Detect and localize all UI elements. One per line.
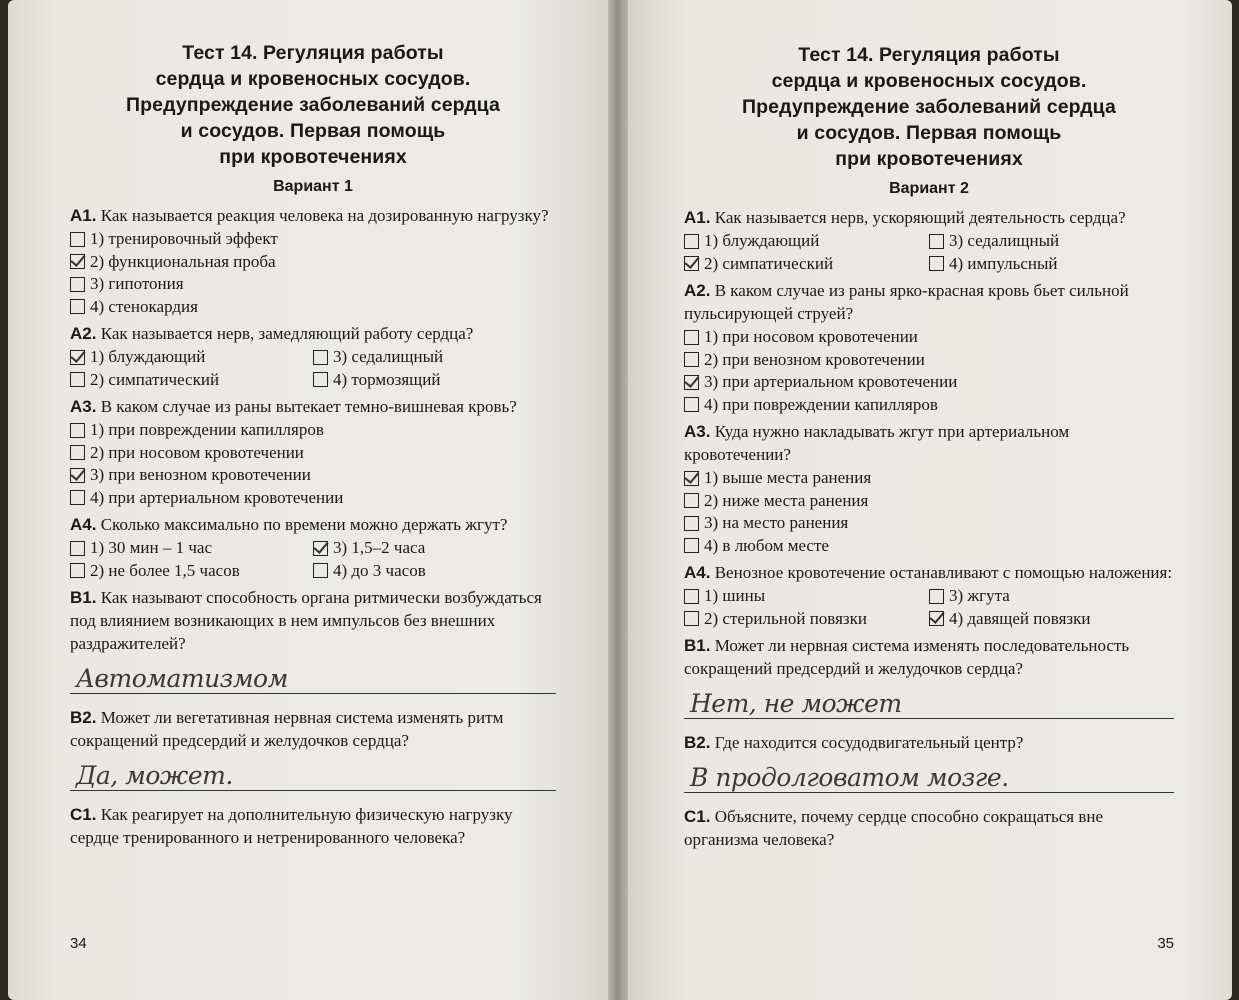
question-a4: А4. Сколько максимально по времени можно держать жгут?: [70, 515, 508, 534]
checkbox[interactable]: [684, 516, 699, 531]
test-title: Тест 14. Регуляция работы сердца и кровеносных сосудов. Предупреждение заболеваний сердца и сосудов. Первая помощь при кровотечениях: [742, 44, 1116, 170]
option[interactable]: 4) стенокардия: [70, 296, 556, 319]
options-a4: [70, 537, 556, 582]
question-b1: В1. Как называют способность органа ритмически возбуждаться под влиянием возникающих в нем импульсов без внешних раздражителей?: [70, 588, 542, 653]
checkbox[interactable]: [684, 589, 699, 604]
checkbox[interactable]: [313, 563, 328, 578]
variant-heading: Вариант 2: [889, 180, 969, 197]
option[interactable]: 2) при венозном кровотечении: [684, 349, 1174, 372]
checkbox[interactable]: [70, 445, 85, 460]
options-a4: [684, 585, 1174, 630]
handwritten-answer: Автоматизмом: [76, 664, 288, 693]
handwritten-answer: В продолговатом мозге.: [690, 763, 1009, 792]
page-number: 35: [1157, 935, 1174, 952]
checkbox[interactable]: [684, 397, 699, 412]
checkbox[interactable]: [313, 372, 328, 387]
checkbox-checked[interactable]: [684, 375, 699, 390]
option[interactable]: 4) в любом месте: [684, 535, 1174, 558]
answer-line-b2[interactable]: [70, 754, 556, 791]
option[interactable]: 3) при артериальном кровотечении: [684, 371, 1174, 394]
option[interactable]: 2) симпатический: [70, 369, 313, 392]
answer-line-b2[interactable]: [684, 756, 1174, 793]
checkbox[interactable]: [70, 299, 85, 314]
option[interactable]: 1) выше места ранения: [684, 467, 1174, 490]
checkbox-checked[interactable]: [70, 254, 85, 269]
question-b2: В2. Может ли вегетативная нервная система изменять ритм сокращений предсердий и желудочков сердца?: [70, 708, 504, 750]
checkbox[interactable]: [684, 352, 699, 367]
book-spine: [608, 0, 628, 1000]
test-title: Тест 14. Регуляция работы сердца и кровеносных сосудов. Предупреждение заболеваний сердца и сосудов. Первая помощь при кровотечениях: [126, 42, 500, 168]
question-a4: А4. Венозное кровотечение останавливают с помощью наложения:: [684, 563, 1173, 582]
option[interactable]: 1) блуждающий: [684, 230, 929, 253]
checkbox[interactable]: [929, 256, 944, 271]
option[interactable]: 4) импульсный: [929, 253, 1174, 276]
option[interactable]: 4) при артериальном кровотечении: [70, 487, 556, 510]
option[interactable]: 2) симпатический: [684, 253, 929, 276]
options-a2: [684, 326, 1174, 416]
checkbox[interactable]: [929, 589, 944, 604]
option[interactable]: 4) давящей повязки: [929, 608, 1174, 631]
option[interactable]: 3) седалищный: [313, 346, 556, 369]
option[interactable]: 1) при повреждении капилляров: [70, 419, 556, 442]
checkbox[interactable]: [70, 232, 85, 247]
handwritten-answer: Нет, не может: [690, 689, 902, 718]
checkbox-checked[interactable]: [70, 468, 85, 483]
checkbox-checked[interactable]: [929, 611, 944, 626]
question-a2: А2. В каком случае из раны ярко-красная кровь бьет сильной пульсирующей струей?: [684, 281, 1129, 323]
option[interactable]: 1) тренировочный эффект: [70, 228, 556, 251]
question-b2: В2. Где находится сосудодвигательный центр?: [684, 733, 1024, 752]
option[interactable]: 1) при носовом кровотечении: [684, 326, 1174, 349]
checkbox[interactable]: [684, 611, 699, 626]
question-a1: А1. Как называется нерв, ускоряющий деятельность сердца?: [684, 208, 1126, 227]
checkbox[interactable]: [70, 423, 85, 438]
option[interactable]: 3) 1,5–2 часа: [313, 537, 556, 560]
checkbox-checked[interactable]: [684, 256, 699, 271]
variant-heading: Вариант 1: [273, 178, 353, 195]
option[interactable]: 2) при носовом кровотечении: [70, 442, 556, 465]
option[interactable]: 2) ниже места ранения: [684, 490, 1174, 513]
checkbox[interactable]: [70, 277, 85, 292]
checkbox[interactable]: [70, 563, 85, 578]
right-page: [628, 0, 1232, 1000]
options-a3: [70, 419, 556, 509]
option[interactable]: 3) при венозном кровотечении: [70, 464, 556, 487]
option[interactable]: 1) блуждающий: [70, 346, 313, 369]
option[interactable]: 3) гипотония: [70, 273, 556, 296]
checkbox[interactable]: [70, 541, 85, 556]
checkbox[interactable]: [684, 234, 699, 249]
checkbox[interactable]: [313, 350, 328, 365]
answer-line-b1[interactable]: [684, 682, 1174, 719]
options-a2: [70, 346, 556, 391]
checkbox-checked[interactable]: [70, 350, 85, 365]
question-a1: А1. Как называется реакция человека на дозированную нагрузку?: [70, 206, 549, 225]
checkbox[interactable]: [929, 234, 944, 249]
options-a3: [684, 467, 1174, 557]
checkbox-checked[interactable]: [684, 471, 699, 486]
checkbox[interactable]: [684, 493, 699, 508]
question-a3: А3. Куда нужно накладывать жгут при артериальном кровотечении?: [684, 422, 1070, 464]
page-number: 34: [70, 935, 87, 952]
options-a1: [70, 228, 556, 318]
question-a3: А3. В каком случае из раны вытекает темно-вишневая кровь?: [70, 397, 517, 416]
option[interactable]: 3) седалищный: [929, 230, 1174, 253]
option[interactable]: 3) на место ранения: [684, 512, 1174, 535]
checkbox-checked[interactable]: [313, 541, 328, 556]
handwritten-answer: Да, может.: [76, 761, 233, 790]
answer-line-b1[interactable]: [70, 657, 556, 694]
question-c1: С1. Объясните, почему сердце способно сокращаться вне организма человека?: [684, 807, 1104, 849]
question-c1: С1. Как реагирует на дополнительную физическую нагрузку сердце тренированного и нетренированного человека?: [70, 805, 513, 847]
question-a2: А2. Как называется нерв, замедляющий работу сердца?: [70, 324, 474, 343]
checkbox[interactable]: [70, 372, 85, 387]
option[interactable]: 2) не более 1,5 часов: [70, 560, 313, 583]
question-b1: В1. Может ли нервная система изменять последовательность сокращений предсердий и желудочков сердца?: [684, 636, 1130, 678]
checkbox[interactable]: [684, 538, 699, 553]
option[interactable]: 2) стерильной повязки: [684, 608, 929, 631]
option[interactable]: 1) 30 мин – 1 час: [70, 537, 313, 560]
option[interactable]: 4) тормозящий: [313, 369, 556, 392]
checkbox[interactable]: [684, 330, 699, 345]
option[interactable]: 3) жгута: [929, 585, 1174, 608]
checkbox[interactable]: [70, 490, 85, 505]
left-page: [8, 0, 608, 1000]
option[interactable]: 4) при повреждении капилляров: [684, 394, 1174, 417]
option[interactable]: 1) шины: [684, 585, 929, 608]
options-a1: [684, 230, 1174, 275]
option[interactable]: 2) функциональная проба: [70, 251, 556, 274]
option[interactable]: 4) до 3 часов: [313, 560, 556, 583]
